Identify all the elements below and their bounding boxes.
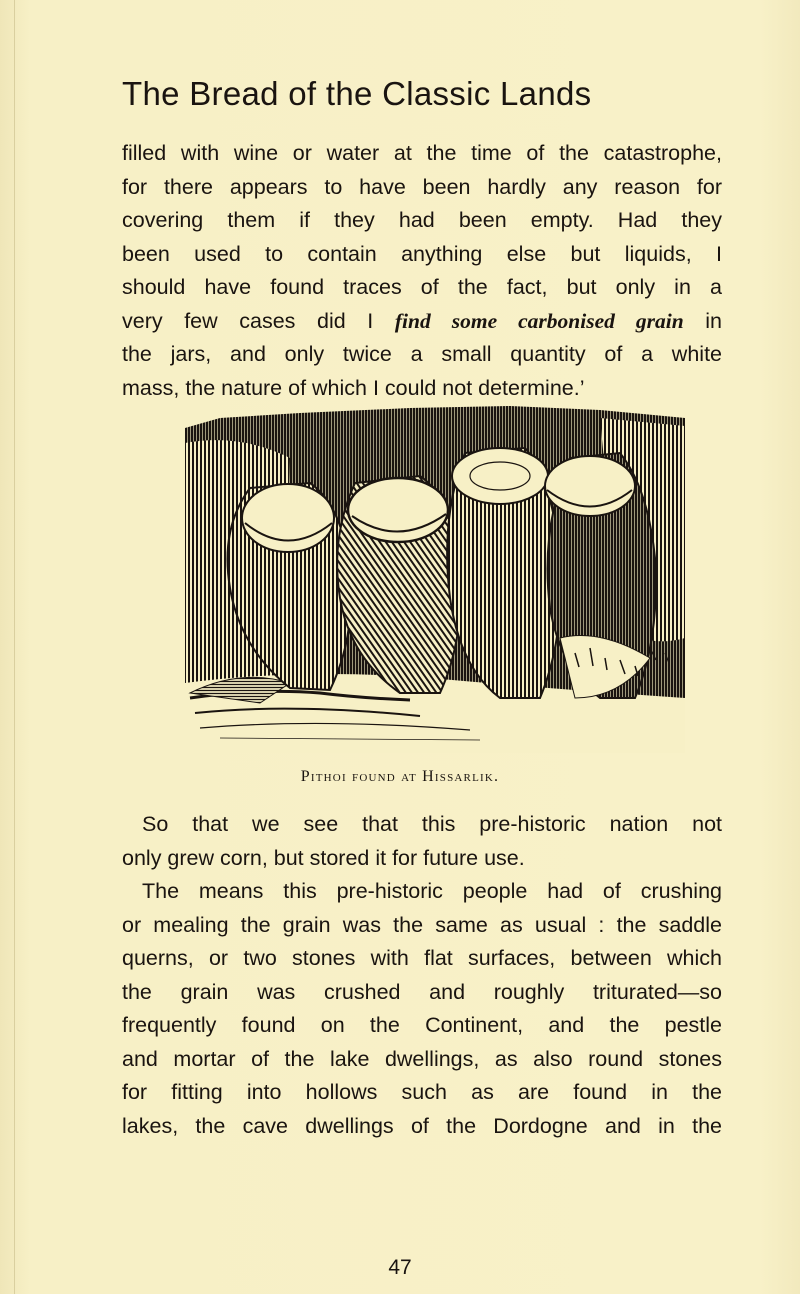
text-line: should have found traces of the fact, but only in a [122,275,722,299]
running-header: The Bread of the Classic Lands [122,75,592,112]
text-line: frequently found on the Continent, and the pestle [122,1013,722,1037]
figure-caption: Pithoi found at Hissarlik. [300,768,500,785]
text-line: the grain was crushed and roughly triturated—so [122,979,722,1004]
text-line: been used to contain anything else but liquids, I [122,241,722,266]
italic-phrase: find some carbonised grain [394,308,684,333]
text-line: querns, or two stones with flat surfaces, between which [122,946,722,970]
text-line: and mortar of the lake dwellings, as also round stones [122,1046,722,1071]
text-line: lakes, the cave dwellings of the Dordogne and in the [122,1113,722,1138]
text-span: very few cases did I [122,308,395,333]
paragraph-body [122,808,722,1143]
text-line: mass, the nature of which I could not determine.’ [122,375,585,400]
text-line: So that we see that this pre-historic nation not [142,812,722,836]
page-edge [14,0,15,1294]
text-line: or mealing the grain was the same as usual : the saddle [122,912,722,937]
text-line-with-italic [122,305,722,339]
text-line: covering them if they had been empty. Had they [122,208,722,232]
text-line: the jars, and only twice a small quantity of a white [122,342,722,366]
text-span: in [683,308,722,333]
text-line: filled with wine or water at the time of the catastrophe, [122,141,722,165]
page-number: 47 [388,1256,412,1279]
pithoi-illustration [180,398,690,758]
text-line: for there appears to have been hardly any reason for [122,174,722,199]
text-line: only grew corn, but stored it for future use. [122,845,525,870]
text-line: for fitting into hollows such as are found in the [122,1080,722,1104]
text-line: The means this pre-historic people had of crushing [142,879,722,903]
paragraph-quote [122,137,722,405]
